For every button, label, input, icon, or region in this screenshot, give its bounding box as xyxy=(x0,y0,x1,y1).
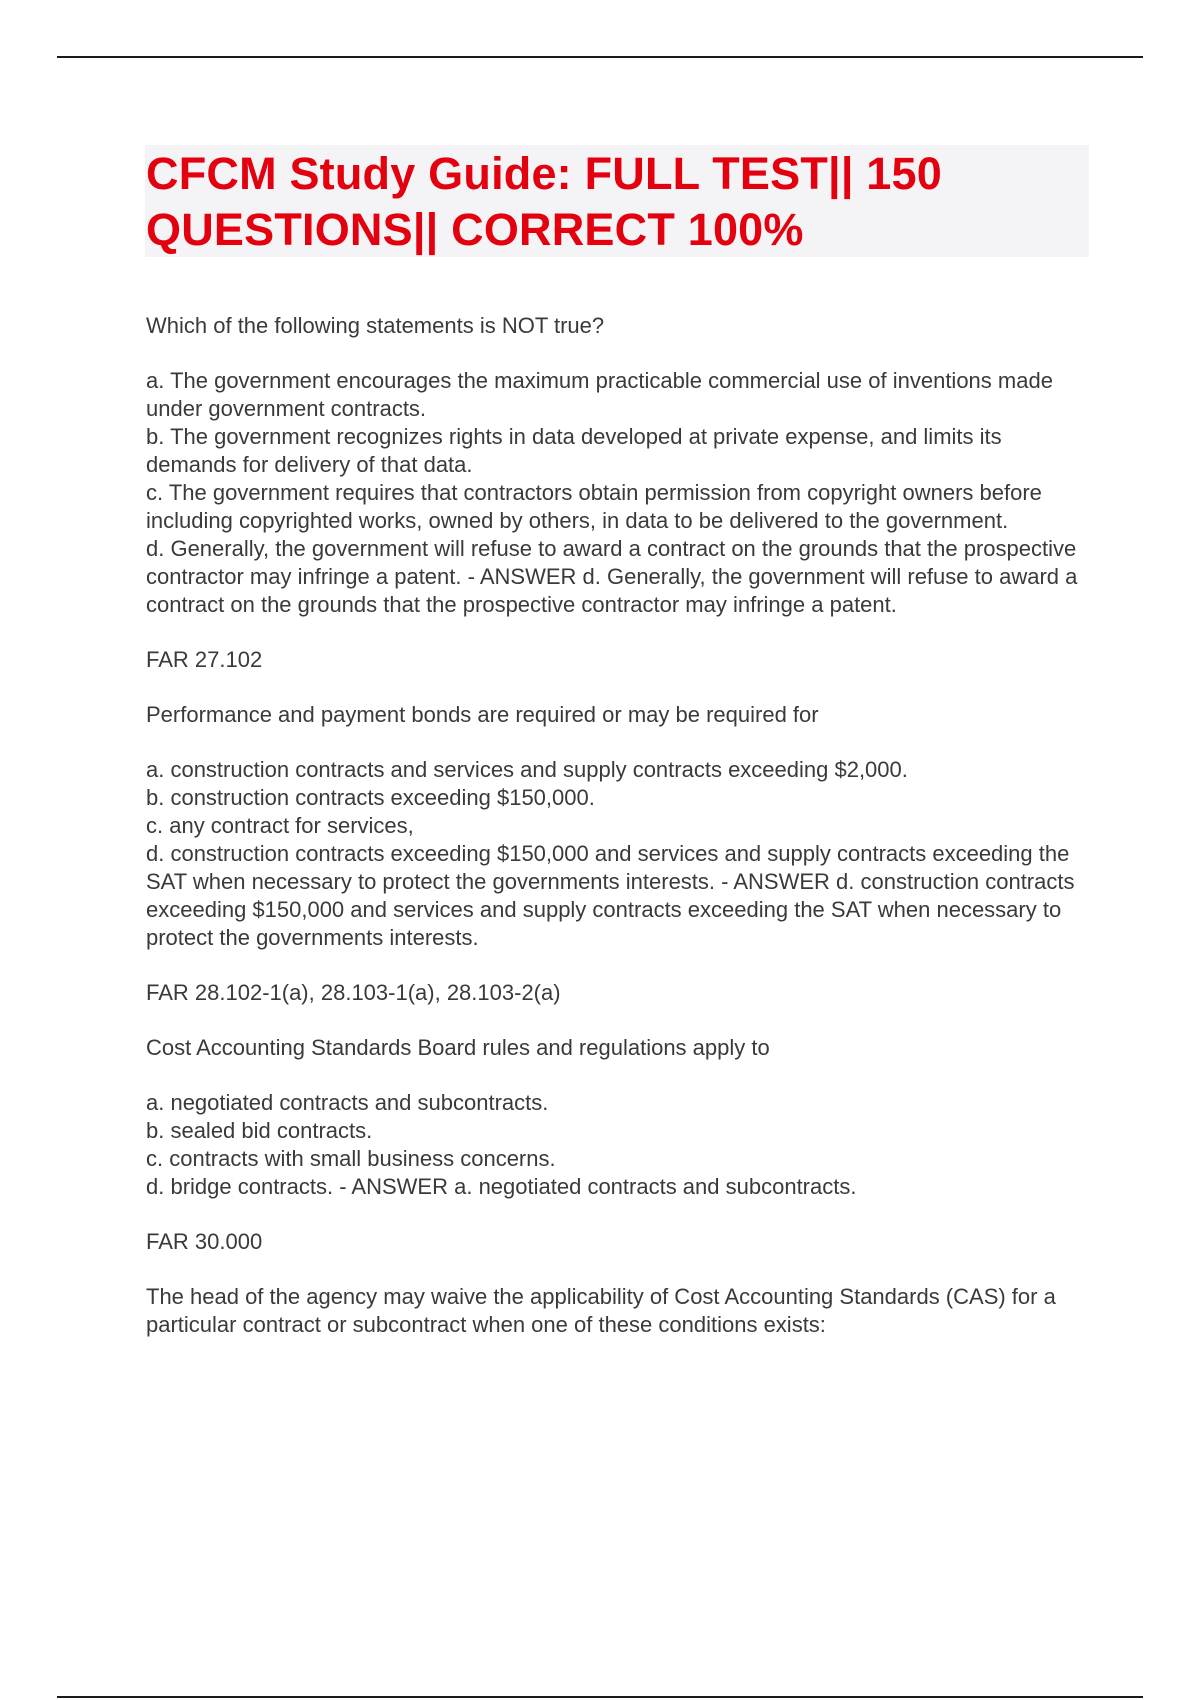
answer-option: a. The government encourages the maximum practicable commercial use of inventions made under government contracts. xyxy=(146,368,1053,421)
title-line: CFCM Study Guide: FULL TEST|| 150 xyxy=(146,148,942,199)
question-prompt: The head of the agency may waive the applicability of Cost Accounting Standards (CAS) for a particular contract or subcontract when one of these conditions exists: xyxy=(146,1284,1056,1337)
answer-option: a. negotiated contracts and subcontracts. xyxy=(146,1090,549,1115)
question-prompt: Which of the following statements is NOT true? xyxy=(146,313,605,338)
answer-option: a. construction contracts and services and supply contracts exceeding $2,000. xyxy=(146,757,908,782)
top-divider xyxy=(57,56,1143,58)
answer-option: d. construction contracts exceeding $150,000 and services and supply contracts exceeding the SAT when necessary to protect the governments interests. - ANSWER d. construction contracts exceeding $150,000 and services and supply contracts exceeding the SAT when necessary to protect the governments interests. xyxy=(146,841,1075,950)
answer-option: c. contracts with small business concerns. xyxy=(146,1146,556,1171)
question-block xyxy=(146,1283,1096,1339)
answer-option: b. The government recognizes rights in data developed at private expense, and limits its demands for delivery of that data. xyxy=(146,424,1002,477)
answer-option: b. sealed bid contracts. xyxy=(146,1118,373,1143)
answer-option: c. any contract for services, xyxy=(146,813,414,838)
answer-options xyxy=(146,367,1096,619)
answer-option: d. bridge contracts. - ANSWER a. negotiated contracts and subcontracts. xyxy=(146,1174,857,1199)
question-block xyxy=(146,1034,1096,1256)
question-prompt: Performance and payment bonds are required or may be required for xyxy=(146,702,819,727)
answer-option: d. Generally, the government will refuse to award a contract on the grounds that the prospective contractor may infringe a patent. - ANSWER d. Generally, the government will refuse to award a contract on the grounds that the prospective contractor may infringe a patent. xyxy=(146,536,1078,617)
answer-option: b. construction contracts exceeding $150,000. xyxy=(146,785,595,810)
answer-option: c. The government requires that contractors obtain permission from copyright owners before including copyrighted works, owned by others, in data to be delivered to the government. xyxy=(146,480,1042,533)
question-block xyxy=(146,312,1096,674)
far-reference: FAR 28.102-1(a), 28.103-1(a), 28.103-2(a) xyxy=(146,980,561,1005)
answer-options xyxy=(146,756,1096,952)
document-title xyxy=(146,146,1086,258)
answer-options xyxy=(146,1089,1096,1201)
far-reference: FAR 30.000 xyxy=(146,1229,263,1254)
far-reference: FAR 27.102 xyxy=(146,647,263,672)
title-line: QUESTIONS|| CORRECT 100% xyxy=(146,204,804,255)
bottom-divider xyxy=(57,1696,1143,1698)
document-body xyxy=(146,312,1096,1366)
question-prompt: Cost Accounting Standards Board rules and regulations apply to xyxy=(146,1035,770,1060)
question-block xyxy=(146,701,1096,1007)
